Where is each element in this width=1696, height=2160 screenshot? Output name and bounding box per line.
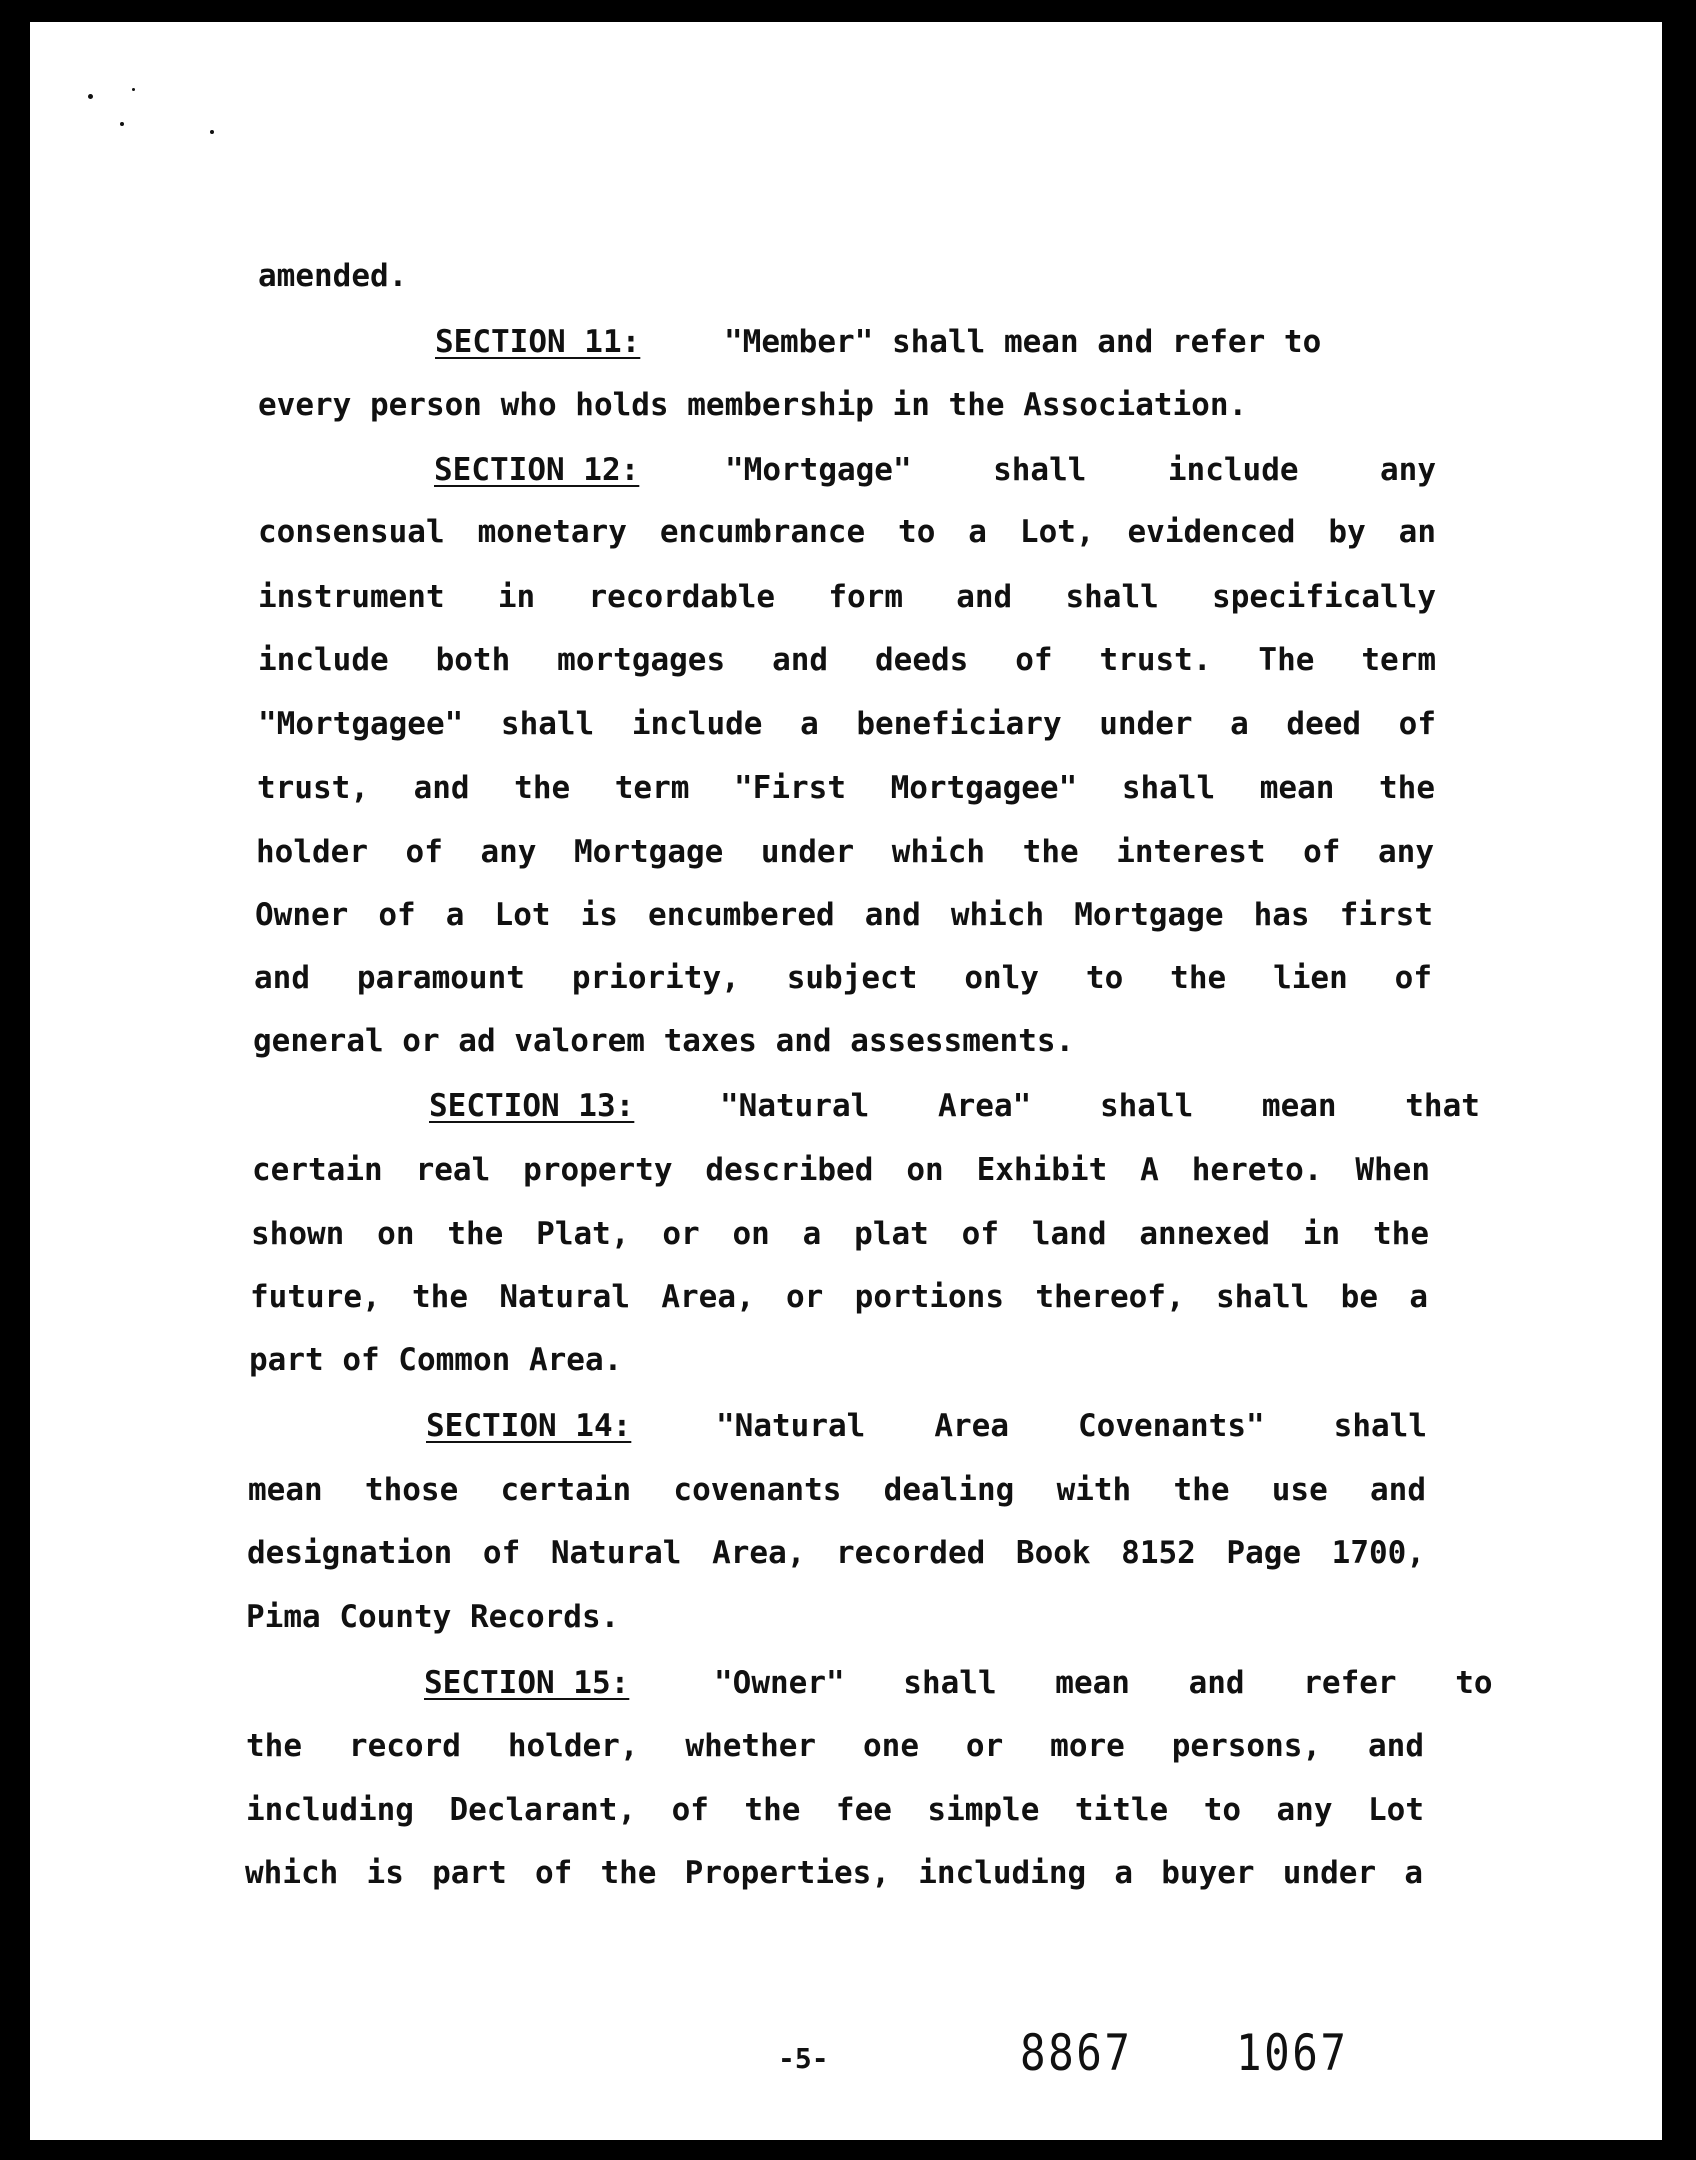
text-line: "Owner" shall mean and refer to bbox=[714, 1665, 1493, 1701]
text-line: Owner of a Lot is encumbered and which Mortgage has first bbox=[255, 897, 1433, 933]
text-line: which is part of the Properties, including a buyer under a bbox=[245, 1855, 1423, 1891]
scan-speck bbox=[210, 130, 214, 134]
text-line: consensual monetary encumbrance to a Lot, evidenced by an bbox=[258, 514, 1436, 550]
section-heading bbox=[434, 450, 639, 490]
scan-speck bbox=[120, 122, 124, 126]
section-heading bbox=[429, 1086, 634, 1126]
section-15-label: SECTION 15: bbox=[424, 1665, 630, 1701]
text-line: "Natural Area Covenants" shall bbox=[716, 1408, 1427, 1444]
recording-page-number: 1067 bbox=[1236, 2024, 1349, 2082]
text-line: mean those certain covenants dealing with the use and bbox=[248, 1472, 1426, 1508]
section-12-label: SECTION 12: bbox=[434, 452, 640, 488]
text-line: every person who holds membership in the Association. bbox=[258, 387, 1248, 423]
text-line: certain real property described on Exhibit A hereto. When bbox=[252, 1152, 1430, 1188]
text-line: and paramount priority, subject only to the lien of bbox=[254, 960, 1432, 996]
document-sheet bbox=[30, 22, 1662, 2140]
scan-speck bbox=[132, 88, 135, 91]
text-line: future, the Natural Area, or portions thereof, shall be a bbox=[250, 1279, 1428, 1315]
section-14-label: SECTION 14: bbox=[426, 1408, 632, 1444]
text-line: "Mortgagee" shall include a beneficiary under a deed of bbox=[258, 706, 1436, 742]
text-line: amended. bbox=[258, 258, 408, 294]
book-number: 8867 bbox=[1020, 2024, 1133, 2082]
page-number: -5- bbox=[778, 2042, 829, 2075]
text-line: part of Common Area. bbox=[249, 1342, 623, 1378]
text-line: trust, and the term "First Mortgagee" shall mean the bbox=[257, 770, 1435, 806]
section-13-label: SECTION 13: bbox=[429, 1088, 635, 1124]
text-line: general or ad valorem taxes and assessments. bbox=[253, 1023, 1075, 1059]
section-heading bbox=[435, 322, 640, 362]
text-line: instrument in recordable form and shall specifically bbox=[258, 579, 1436, 615]
text-line: holder of any Mortgage under which the interest of any bbox=[256, 834, 1434, 870]
text-line: "Mortgage" shall include any bbox=[725, 452, 1436, 488]
text-line: shown on the Plat, or on a plat of land annexed in the bbox=[251, 1216, 1429, 1252]
text-line: designation of Natural Area, recorded Book 8152 Page 1700, bbox=[247, 1535, 1425, 1571]
text-line: include both mortgages and deeds of trust. The term bbox=[258, 642, 1436, 678]
scan-speck bbox=[88, 94, 93, 99]
section-heading bbox=[424, 1663, 629, 1703]
text-line: including Declarant, of the fee simple title to any Lot bbox=[246, 1792, 1424, 1828]
section-heading bbox=[426, 1406, 631, 1446]
section-11-label: SECTION 11: bbox=[435, 324, 641, 360]
text-line: "Natural Area" shall mean that bbox=[720, 1088, 1480, 1124]
text-line: the record holder, whether one or more persons, and bbox=[246, 1728, 1424, 1764]
text-line: "Member" shall mean and refer to bbox=[724, 324, 1322, 360]
text-line: Pima County Records. bbox=[246, 1599, 620, 1635]
